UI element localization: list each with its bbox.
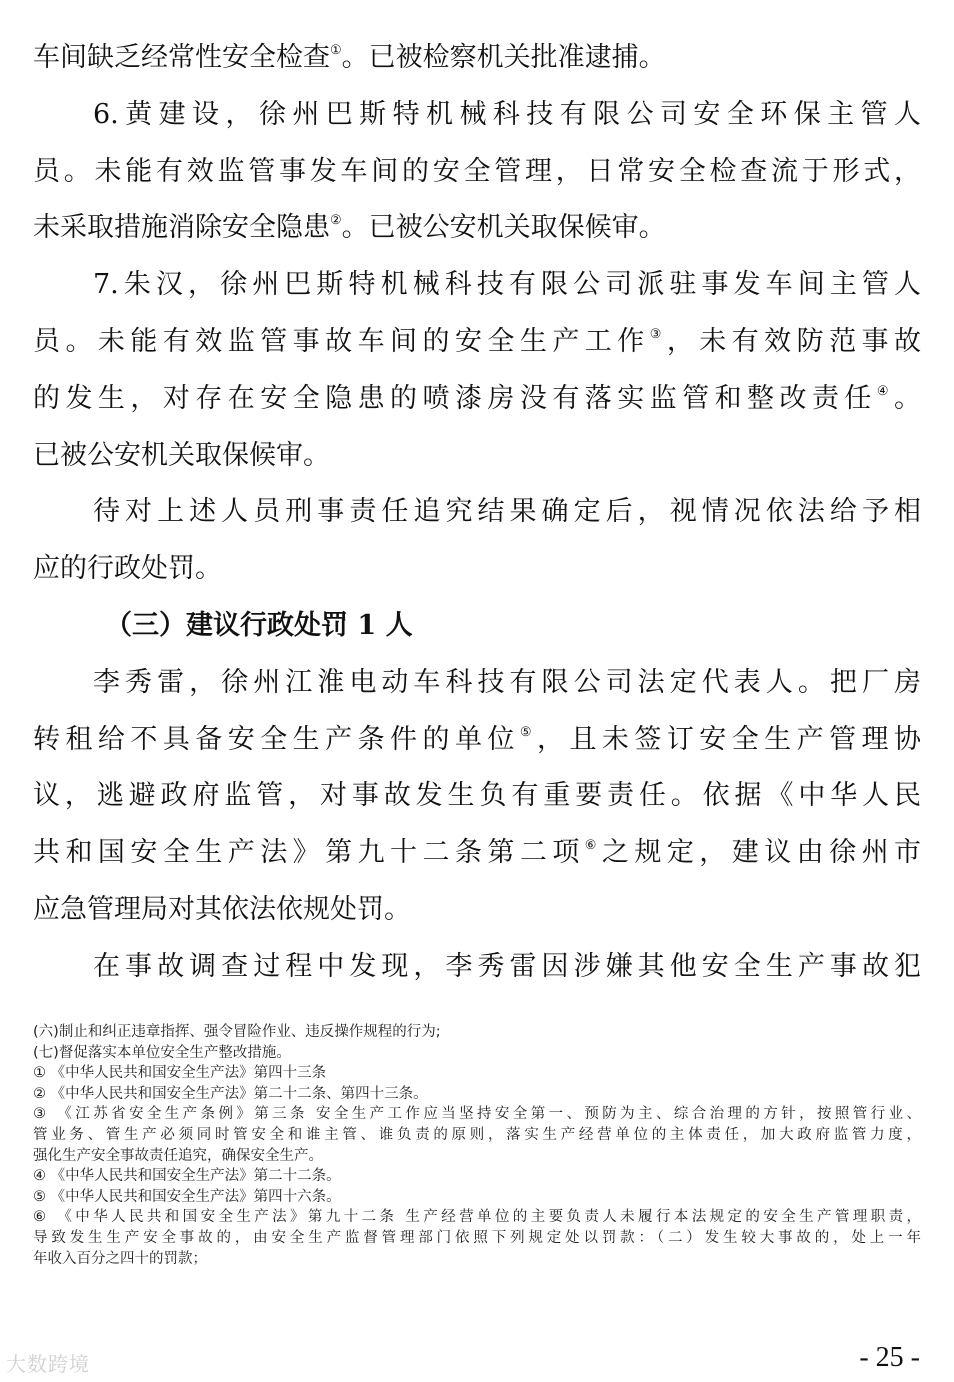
body-line xyxy=(33,939,921,996)
footnote-line: (六)制止和纠正违章指挥、强令冒险作业、违反操作规程的行为; xyxy=(33,1024,441,1040)
text-segment: 应的行政处罚。 xyxy=(33,553,222,585)
footnote-line: ⑥ 《中华人民共和国安全生产法》第九十二条 生产经营单位的主要负责人未履行本法规定的安全生产管理职责， xyxy=(33,1209,921,1226)
text-segment: 员。未能有效监管事故车间的安全生产工作 xyxy=(33,325,650,357)
body-line xyxy=(33,825,921,882)
text-segment: （三）建议行政处罚 1 人 xyxy=(105,609,413,641)
body-line xyxy=(33,484,921,541)
text-segment: 应急管理局对其依法依规处罚。 xyxy=(33,893,411,925)
text-segment: 在事故调查过程中发现，李秀雷因涉嫌其他安全生产事故犯 xyxy=(93,950,921,982)
body-text xyxy=(33,30,921,996)
text-segment: 员。未能有效监管事发车间的安全管理，日常安全检查流于形式， xyxy=(33,155,921,187)
text-segment: 的发生，对存在安全隐患的喷漆房没有落实监管和整改责任 xyxy=(33,382,877,414)
footnote-line: 年收入百分之四十的罚款； xyxy=(33,1250,207,1267)
footnote-line: ⑤ 《中华人民共和国安全生产法》第四十六条。 xyxy=(33,1188,341,1205)
footnote-marker: ③ xyxy=(649,326,667,342)
text-segment: 7.朱汉，徐州巴斯特机械科技有限公司派驻事发车间主管人 xyxy=(93,269,921,301)
watermark-logo: 大数跨境 xyxy=(6,1352,90,1376)
text-segment: ，且未签订安全生产管理协 xyxy=(536,723,922,755)
text-segment: 待对上述人员刑事责任追究结果确定后，视情况依法给予相 xyxy=(93,496,921,528)
body-line xyxy=(33,144,921,201)
footnote-marker: ⑥ xyxy=(584,838,602,854)
footnote-line: (七)督促落实本单位安全生产整改措施。 xyxy=(33,1044,291,1061)
footnote-line: ① 《中华人民共和国安全生产法》第四十三条 xyxy=(33,1065,327,1082)
body-line xyxy=(33,87,921,144)
text-segment: 。 xyxy=(894,382,922,414)
text-segment: 共和国安全生产法》第九十二条第二项 xyxy=(33,837,585,869)
footnote-line: 管业务、管生产必须同时管安全和谁主管、谁负责的原则，落实生产经营单位的主体责任，加大政府监管力度， xyxy=(33,1126,921,1143)
text-segment: 6.黄建设，徐州巴斯特机械科技有限公司安全环保主管人 xyxy=(93,98,921,130)
footnote-marker: ② xyxy=(330,213,342,229)
text-segment: 转租给不具备安全生产条件的单位 xyxy=(33,723,520,755)
footnote-marker: ① xyxy=(330,43,342,58)
body-line xyxy=(33,428,921,485)
footnote-line: 强化生产安全事故责任追究，确保安全生产。 xyxy=(33,1147,323,1164)
body-line xyxy=(33,768,921,825)
body-line xyxy=(33,30,921,87)
body-line xyxy=(33,655,921,712)
text-segment: 之规定，建议由徐州市 xyxy=(601,837,922,869)
section-heading xyxy=(33,598,921,655)
body-line xyxy=(33,200,921,257)
body-line xyxy=(33,314,921,371)
footnote-line: 导致发生生产安全事故的，由安全生产监督管理部门依照下列规定处以罚款：（二）发生较大事故的，处上一年 xyxy=(33,1229,921,1246)
body-line xyxy=(33,257,921,314)
footnote-line: ② 《中华人民共和国安全生产法》第二十二条、第四十三条。 xyxy=(33,1085,428,1102)
footnote-marker: ④ xyxy=(876,383,895,399)
text-segment: 已被公安机关取保候审。 xyxy=(33,439,330,471)
body-line xyxy=(33,371,921,428)
body-line xyxy=(33,712,921,769)
text-segment: 未采取措施消除安全隐患 xyxy=(33,212,330,244)
footnote-line: ③ 《江苏省安全生产条例》第三条 安全生产工作应当坚持安全第一、预防为主、综合治理的方针，按照管行业、 xyxy=(33,1106,921,1123)
text-segment: ，未有效防范事故 xyxy=(666,325,922,357)
page-number: - 25 - xyxy=(859,1342,920,1373)
text-segment: 议，逃避政府监管，对事故发生负有重要责任。依据《中华人民 xyxy=(33,780,921,812)
text-segment: 车间缺乏经常性安全检查 xyxy=(33,42,330,73)
body-line xyxy=(33,882,921,939)
footnote-line: ④ 《中华人民共和国安全生产法》第二十二条。 xyxy=(33,1168,341,1185)
footnote-marker: ⑤ xyxy=(519,724,537,740)
text-segment: 李秀雷，徐州江淮电动车科技有限公司法定代表人。把厂房 xyxy=(93,666,921,698)
text-segment: 。已被检察机关批准逮捕。 xyxy=(341,42,666,73)
text-segment: 。已被公安机关取保候审。 xyxy=(341,212,666,244)
body-line xyxy=(33,541,921,598)
footnotes xyxy=(33,1022,921,1269)
